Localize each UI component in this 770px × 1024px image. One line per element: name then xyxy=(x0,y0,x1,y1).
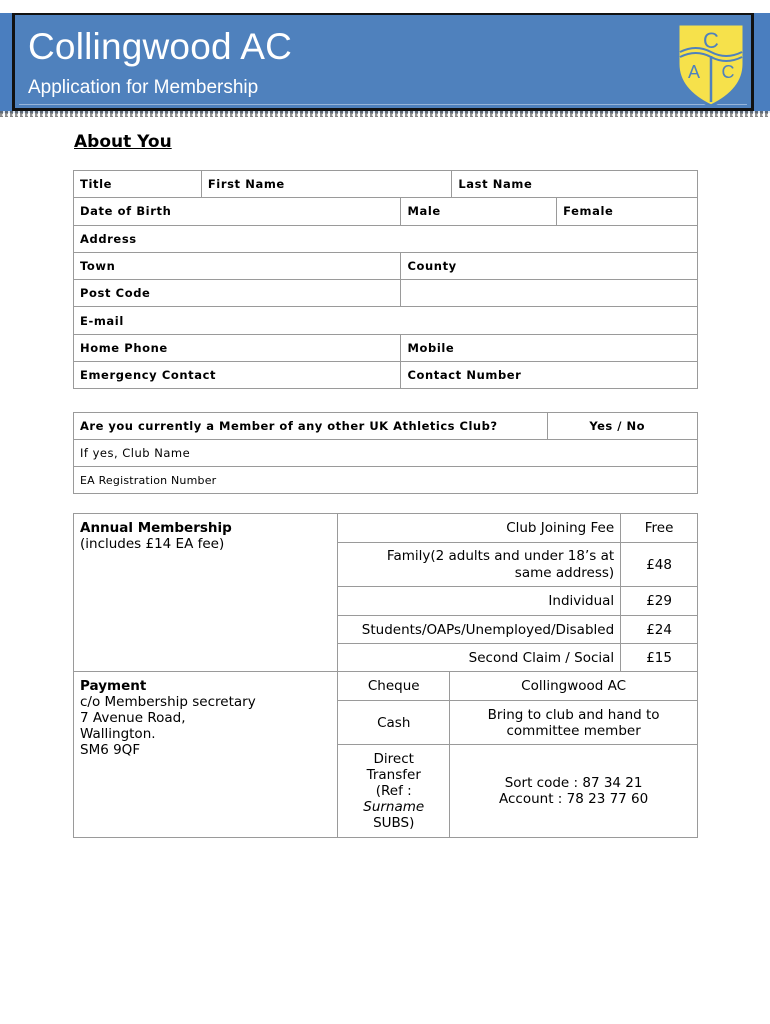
payment-address-line: SM6 9QF xyxy=(80,742,141,758)
other-club-table xyxy=(73,412,698,494)
fees-payment-table xyxy=(73,513,698,838)
ea-registration-field[interactable]: EA Registration Number xyxy=(74,467,698,494)
fee-label-family xyxy=(338,543,621,587)
emergency-contact-field[interactable]: Emergency Contact xyxy=(74,362,401,389)
table-row xyxy=(74,334,698,361)
county-field[interactable]: County xyxy=(401,252,698,279)
first-name-field[interactable]: First Name xyxy=(201,171,452,198)
payment-method-transfer xyxy=(338,745,450,838)
payment-method-line: Surname xyxy=(363,799,425,815)
title-field[interactable]: Title xyxy=(74,171,202,198)
table-row xyxy=(74,413,698,440)
fee-label: Second Claim / Social xyxy=(338,644,621,672)
town-field[interactable]: Town xyxy=(74,252,401,279)
fee-label: Students/OAPs/Unemployed/Disabled xyxy=(338,616,621,644)
table-row xyxy=(74,171,698,198)
fee-price: Free xyxy=(621,514,698,543)
fee-price: £15 xyxy=(621,644,698,672)
account-number: Account : 78 23 77 60 xyxy=(499,791,649,807)
sort-code: Sort code : 87 34 21 xyxy=(504,775,643,791)
payment-method: Cheque xyxy=(338,672,450,701)
payment-detail xyxy=(450,701,698,745)
table-row xyxy=(74,467,698,494)
table-row xyxy=(74,307,698,334)
form-subtitle: Application for Membership xyxy=(28,77,259,98)
question-text: Are you currently a Member of any other UK Athletics Club? xyxy=(80,419,498,433)
annual-membership-heading: Annual Membership xyxy=(80,520,232,536)
annual-membership-cell xyxy=(74,514,338,672)
annual-membership-note: (includes £14 EA fee) xyxy=(80,536,225,552)
post-code-field[interactable]: Post Code xyxy=(74,280,401,307)
fee-label: Club Joining Fee xyxy=(338,514,621,543)
payment-address-line: Wallington. xyxy=(80,726,156,742)
email-field[interactable]: E-mail xyxy=(74,307,698,334)
yes-no-option[interactable]: Yes / No xyxy=(548,413,698,440)
mobile-field[interactable]: Mobile xyxy=(401,334,698,361)
about-you-heading: About You xyxy=(74,132,172,152)
logo-letter-c-top: C xyxy=(703,28,719,53)
logo-letter-a: A xyxy=(687,62,701,82)
last-name-field[interactable]: Last Name xyxy=(452,171,698,198)
payment-method-line: SUBS) xyxy=(373,815,415,831)
payment-method: Cash xyxy=(338,701,450,745)
payment-detail-line: committee member xyxy=(506,722,641,739)
fee-label-line: Family(2 adults and under 18’s at xyxy=(386,547,615,564)
payment-cell xyxy=(74,672,338,838)
payment-detail-line: Bring to club and hand to xyxy=(487,706,660,723)
fee-price: £24 xyxy=(621,616,698,644)
payment-detail xyxy=(450,745,698,838)
payment-address-line: c/o Membership secretary xyxy=(80,694,256,710)
dob-field[interactable]: Date of Birth xyxy=(74,198,401,225)
table-row xyxy=(74,225,698,252)
other-club-question xyxy=(74,413,548,440)
fee-label: Individual xyxy=(338,587,621,616)
payment-method-line: (Ref : xyxy=(375,783,412,799)
fee-price: £29 xyxy=(621,587,698,616)
logo-letter-c-right: C xyxy=(721,62,735,82)
table-row xyxy=(74,514,698,543)
contact-number-field[interactable]: Contact Number xyxy=(401,362,698,389)
table-row xyxy=(74,252,698,279)
club-name: Collingwood AC xyxy=(28,26,293,67)
about-you-table xyxy=(73,170,698,389)
header-divider-2 xyxy=(0,114,770,116)
fee-price: £48 xyxy=(621,543,698,587)
female-option[interactable]: Female xyxy=(557,198,698,225)
fee-label-line: same address) xyxy=(514,564,615,581)
table-row xyxy=(74,198,698,225)
male-option[interactable]: Male xyxy=(401,198,557,225)
home-phone-field[interactable]: Home Phone xyxy=(74,334,401,361)
payment-method-line: Direct xyxy=(373,751,414,767)
table-row xyxy=(74,362,698,389)
table-row xyxy=(74,672,698,701)
club-crest-logo xyxy=(674,18,748,108)
club-name-field[interactable]: If yes, Club Name xyxy=(74,440,698,467)
payment-heading: Payment xyxy=(80,678,147,694)
post-code-blank[interactable] xyxy=(401,280,698,307)
payment-address-line: 7 Avenue Road, xyxy=(80,710,186,726)
payment-method-line: Transfer xyxy=(366,767,421,783)
address-field[interactable]: Address xyxy=(74,225,698,252)
table-row xyxy=(74,440,698,467)
payment-detail: Collingwood AC xyxy=(450,672,698,701)
table-row xyxy=(74,280,698,307)
